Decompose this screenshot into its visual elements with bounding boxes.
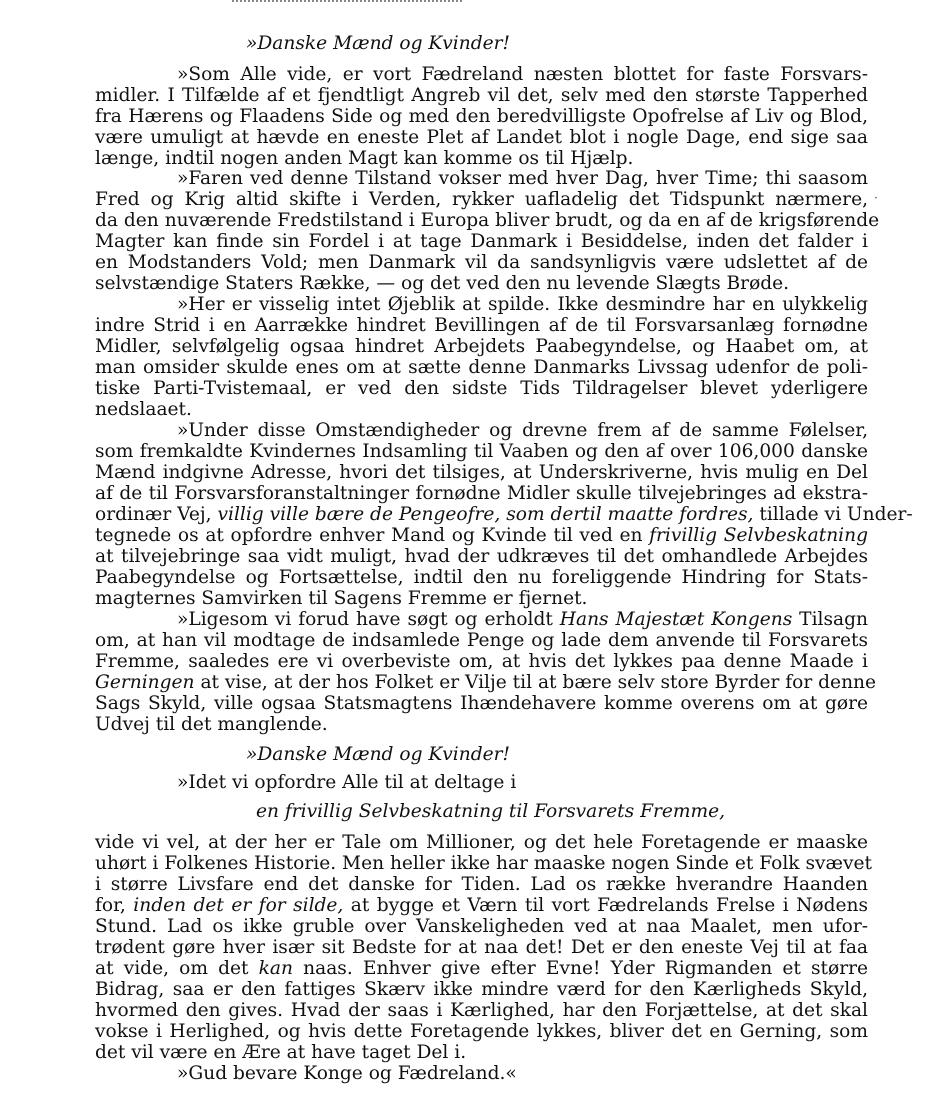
text-line xyxy=(95,588,587,609)
text-segment: i større Livsfare end det danske for Tiden. Lad os række hverandre Haanden xyxy=(95,874,868,895)
text-line xyxy=(95,210,880,231)
text-segment: vokse i Herlighed, og hvis dette Foretagende lykkes, bliver det en Gerning, som xyxy=(95,1021,868,1042)
text-line xyxy=(177,168,868,189)
text-segment: magternes Samvirken til Sagens Fremme er fjernet. xyxy=(95,588,588,609)
text-line xyxy=(95,630,868,651)
text-segment: nedslaaet. xyxy=(95,399,192,420)
text-segment: en Modstanders Vold; men Danmark vil da sandsynligvis være udslettet af de xyxy=(95,252,868,273)
text-segment: Bidrag, saa er den fattiges Skærv ikke mindre værd for den Kærligheds Skyld, xyxy=(95,979,868,1000)
text-line xyxy=(177,420,868,441)
text-segment: »Idet vi opfordre Alle til at deltage i xyxy=(177,772,517,793)
text-segment: Sags Skyld, ville ogsaa Statsmagtens Ihændehavere komme overens om at gøre xyxy=(95,693,868,714)
text-line xyxy=(95,853,872,874)
stray-mark: · xyxy=(874,191,878,205)
text-line xyxy=(95,441,868,462)
text-segment: at vide, om det xyxy=(95,958,259,979)
text-line xyxy=(95,916,868,937)
text-segment: naas. Enhver give efter Evne! Yder Rigmanden et større xyxy=(292,958,868,979)
text-segment: Magter kan finde sin Fordel i at tage Danmark i Besiddelse, inden det falder i xyxy=(95,231,868,252)
text-segment: vide vi vel, at der her er Tale om Millioner, og det hele Foretagende er maaske xyxy=(95,832,868,853)
text-line xyxy=(256,801,725,822)
italic-text-segment: frivillig Selvbeskatning xyxy=(649,525,868,546)
text-segment: det vil være en Ære at have taget Del i. xyxy=(95,1042,467,1063)
italic-text-segment: Gerningen xyxy=(95,672,195,693)
text-line xyxy=(177,1063,517,1084)
text-segment: midler. I Tilfælde af et fjendtligt Angreb vil det, selv med den største Tapperhed xyxy=(95,85,868,106)
text-line xyxy=(95,127,868,148)
text-line xyxy=(177,64,868,85)
text-line xyxy=(95,462,868,483)
text-line xyxy=(246,744,510,765)
text-line xyxy=(177,772,516,793)
text-line xyxy=(95,399,192,420)
text-line xyxy=(95,1042,466,1063)
text-line xyxy=(95,483,868,504)
text-segment: Tilsagn xyxy=(792,609,868,630)
text-segment: for, xyxy=(95,895,134,916)
text-line xyxy=(95,895,868,916)
text-segment: fra Hærens og Flaadens Side og med den beredvilligste Opofrelse af Liv og Blod, xyxy=(95,106,868,127)
text-segment: uhørt i Folkenes Historie. Men heller ikke har maaske nogen Sinde et Folk svævet xyxy=(95,853,872,874)
text-line xyxy=(95,148,633,169)
text-line xyxy=(95,546,868,567)
text-segment: om, at han vil modtage de indsamlede Penge og lade dem anvende til Forsvarets xyxy=(95,630,868,651)
text-line xyxy=(95,504,913,525)
text-line xyxy=(95,567,868,588)
text-segment: Udvej til det manglende. xyxy=(95,714,328,735)
heading: »Danske Mænd og Kvinder! xyxy=(246,33,510,54)
text-segment: Midler, selvfølgelig ogsaa hindret Arbejdets Paabegyndelse, og Haabet om, at xyxy=(95,336,868,357)
italic-text-segment: »Danske Mænd og Kvinder! xyxy=(246,744,510,765)
text-segment: hvormed den gives. Hvad der saas i Kærlighed, har den Forjættelse, at det skal xyxy=(95,1000,868,1021)
text-line xyxy=(95,525,868,546)
text-line xyxy=(95,378,868,399)
text-segment: at bygge et Værn til vort Fædrelands Frelse i Nødens xyxy=(343,895,868,916)
text-line xyxy=(95,874,868,895)
cropped-top-line xyxy=(232,0,462,5)
italic-text-segment: Hans Majestæt Kongens xyxy=(559,609,793,630)
text-segment: »Faren ved denne Tilstand vokser med hver Dag, hver Time; thi saasom xyxy=(177,168,868,189)
text-segment: »Som Alle vide, er vort Fædreland næsten blottet for faste Forsvars- xyxy=(177,64,868,85)
text-segment: »Ligesom vi forud have søgt og erholdt xyxy=(177,609,560,630)
text-line xyxy=(95,958,868,979)
text-segment: længe, indtil nogen anden Magt kan komme os til Hjælp. xyxy=(95,148,634,169)
text-segment: tillade vi Under- xyxy=(753,504,913,525)
text-segment: ordinær Vej, xyxy=(95,504,218,525)
text-segment: Fremme, saaledes ere vi overbeviste om, at hvis det lykkes paa denne Maade i xyxy=(95,651,868,672)
text-segment: tiske Parti-Tvistemaal, er ved den sidste Tids Tildragelser blevet yderligere xyxy=(95,378,868,399)
text-segment: selvstændige Staters Række, — og det ved den nu levende Slægts Brøde. xyxy=(95,273,790,294)
text-segment: Paabegyndelse og Fortsættelse, indtil den nu foreliggende Hindring for Stats- xyxy=(95,567,868,588)
text-segment: at vise, at der hos Folket er Vilje til at bære selv store Byrder for denne xyxy=(194,672,877,693)
text-line xyxy=(95,832,868,853)
text-segment: trødent gøre hver især sit Bedste for at naa det! Det er den eneste Vej til at faa xyxy=(95,937,868,958)
text-line xyxy=(177,294,868,315)
text-line xyxy=(95,231,868,252)
text-line xyxy=(177,609,868,630)
text-line xyxy=(95,1021,868,1042)
text-line xyxy=(95,672,877,693)
italic-text-segment: kan xyxy=(258,958,293,979)
text-segment: »Gud bevare Konge og Fædreland.« xyxy=(177,1063,517,1084)
text-line xyxy=(95,979,868,1000)
text-segment: indre Strid i en Aarrække hindret Bevillingen af de til Forsvarsanlæg fornødne xyxy=(95,315,868,336)
text-line xyxy=(95,273,789,294)
text-segment: »Under disse Omstændigheder og drevne frem af de samme Følelser, xyxy=(177,420,868,441)
text-segment: af de til Forsvarsforanstaltninger fornødne Midler skulle tilvejebringes ad ekstra- xyxy=(95,483,868,504)
text-segment: være umuligt at hævde en eneste Plet af Landet blot i nogle Dage, end sige saa xyxy=(95,127,868,148)
text-segment: man omsider skulde enes om at sætte denne Danmarks Livssag udenfor de poli- xyxy=(95,357,868,378)
text-line xyxy=(95,106,868,127)
text-line xyxy=(95,85,868,106)
text-line xyxy=(95,336,868,357)
text-line xyxy=(95,693,868,714)
text-line xyxy=(95,651,868,672)
text-segment: som fremkaldte Kvindernes Indsamling til Vaaben og den af over 106,000 danske xyxy=(95,441,868,462)
text-line xyxy=(95,937,868,958)
text-segment: da den nuværende Fredstilstand i Europa bliver brudt, og da en af de krigsførende xyxy=(95,210,880,231)
text-segment: Stund. Lad os ikke gruble over Vanskeligheden ved at naa Maalet, men ufor- xyxy=(95,916,868,937)
text-segment: at tilvejebringe saa vidt muligt, hvad der udkræves til det omhandlede Arbejdes xyxy=(95,546,868,567)
italic-text-segment: inden det er for silde, xyxy=(133,895,344,916)
text-line xyxy=(95,357,868,378)
text-line xyxy=(95,714,328,735)
italic-text-segment: en frivillig Selvbeskatning til Forsvarets Fremme, xyxy=(256,801,726,822)
text-line xyxy=(95,189,868,210)
text-line xyxy=(95,315,868,336)
italic-text-segment: villig ville bære de Pengeofre, som dertil maatte fordres, xyxy=(217,504,754,525)
text-segment: Mænd indgivne Adresse, hvori det tilsiges, at Underskriverne, hvis mulig en Del xyxy=(95,462,868,483)
text-segment: tegnede os at opfordre enhver Mand og Kvinde til ved en xyxy=(95,525,650,546)
text-segment: Fred og Krig altid skifte i Verden, rykker uafladelig det Tidspunkt nærmere, xyxy=(95,189,868,210)
text-line xyxy=(95,1000,868,1021)
text-line xyxy=(95,252,868,273)
text-segment: »Her er visselig intet Øjeblik at spilde. Ikke desmindre har en ulykkelig xyxy=(177,294,868,315)
